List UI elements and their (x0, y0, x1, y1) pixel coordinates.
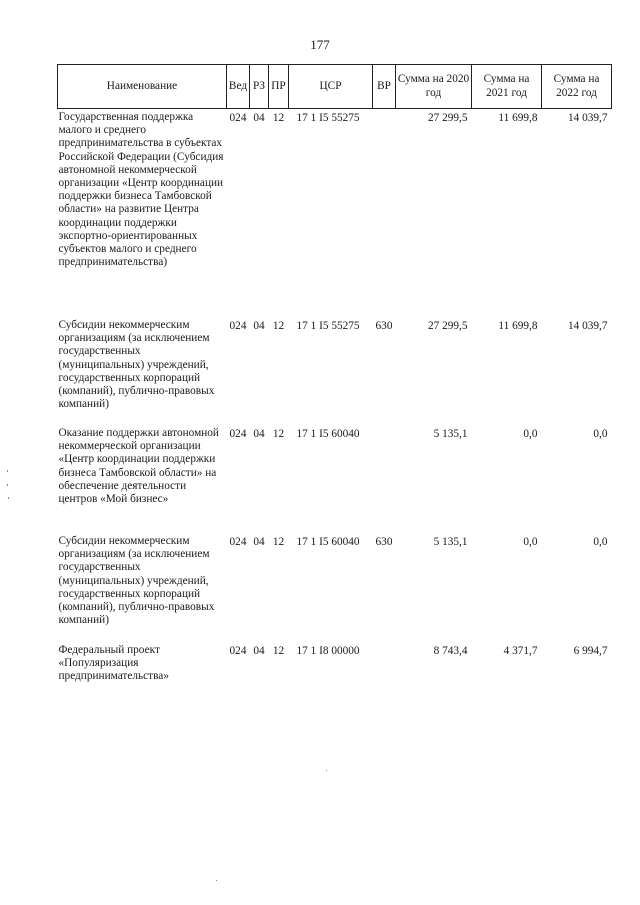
row-sum-2021: 4 371,7 (503, 645, 538, 657)
header-csr: ЦСР (289, 65, 373, 109)
row-sum-2022: 14 039,7 (567, 112, 608, 124)
row-name: Федеральный проект «Популяризация предпринимательства» (58, 644, 169, 683)
row-ved: 024 (229, 112, 247, 124)
budget-table (57, 64, 612, 705)
row-vr: 630 (375, 536, 393, 548)
page-number: 177 (310, 37, 330, 52)
table-row (58, 109, 612, 318)
row-sum-2021: 0,0 (523, 536, 538, 548)
row-ved: 024 (229, 320, 247, 332)
row-csr: 17 1 I5 60040 (296, 536, 360, 548)
row-sum-2020: 5 135,1 (433, 536, 468, 548)
scan-speck (7, 470, 8, 472)
row-name: Субсидии некоммерческим организациям (за исключением государственных (муниципальных) учреждений, государственных корпораций (компаний), публично-правовых компаний) (58, 319, 215, 411)
row-sum-2021: 0,0 (523, 428, 538, 440)
row-sum-2020: 8 743,4 (433, 645, 468, 657)
row-csr: 17 1 I5 60040 (296, 428, 360, 440)
row-rz: 04 (253, 428, 265, 440)
row-pr: 12 (272, 320, 285, 332)
row-name: Государственная поддержка малого и среднего предпринимательства в субъектах Российской Федерации (Субсидия автономной некоммерческой организации «Центр координации поддержки бизнеса Тамбовской области» на развитие Центра координации поддержки экспортно-ориентированных субъектов малого и среднего предпринимательства) (58, 111, 224, 269)
row-vr: 630 (375, 320, 393, 332)
header-ved: Вед (227, 65, 250, 109)
table-row (58, 425, 612, 533)
header-sum-2021: Сумма на 2021 год (472, 65, 542, 109)
scan-speck (8, 497, 9, 499)
table-row (58, 642, 612, 705)
row-csr: 17 1 I5 55275 (296, 320, 360, 332)
scan-speck (216, 880, 217, 881)
row-rz: 04 (253, 112, 265, 124)
row-sum-2020: 27 299,5 (427, 112, 468, 124)
header-vr: ВР (373, 65, 396, 109)
row-rz: 04 (253, 320, 265, 332)
row-rz: 04 (253, 645, 265, 657)
row-pr: 12 (272, 645, 285, 657)
header-pr: ПР (269, 65, 289, 109)
row-sum-2022: 14 039,7 (567, 320, 608, 332)
row-sum-2022: 0,0 (593, 536, 608, 548)
scan-speck (7, 484, 8, 486)
header-sum-2022: Сумма на 2022 год (542, 65, 612, 109)
scan-speck (326, 770, 327, 771)
row-pr: 12 (272, 428, 285, 440)
row-vr (373, 109, 396, 318)
row-ved: 024 (229, 536, 247, 548)
row-pr: 12 (272, 536, 285, 548)
row-sum-2022: 6 994,7 (573, 645, 608, 657)
row-ved: 024 (229, 645, 247, 657)
header-name: Наименование (58, 65, 227, 109)
row-sum-2020: 27 299,5 (427, 320, 468, 332)
header-rz: РЗ (250, 65, 269, 109)
table-row (58, 533, 612, 642)
row-pr: 12 (272, 112, 285, 124)
table-row (58, 317, 612, 425)
header-sum-2020: Сумма на 2020 год (396, 65, 472, 109)
row-sum-2021: 11 699,8 (498, 112, 538, 124)
row-name: Субсидии некоммерческим организациям (за исключением государственных (муниципальных) учреждений, государственных корпораций (компаний), публично-правовых компаний) (58, 535, 215, 627)
table-header-row (58, 65, 612, 109)
row-ved: 024 (229, 428, 247, 440)
row-sum-2022: 0,0 (593, 428, 608, 440)
row-vr (373, 642, 396, 705)
row-vr (373, 425, 396, 533)
row-csr: 17 1 I8 00000 (296, 645, 360, 657)
row-sum-2021: 11 699,8 (498, 320, 538, 332)
row-sum-2020: 5 135,1 (433, 428, 468, 440)
row-csr: 17 1 I5 55275 (296, 112, 360, 124)
row-name: Оказание поддержки автономной некоммерческой организации «Центр координации поддержки бизнеса Тамбовской области» на обеспечение деятельности центров «Мой бизнес» (58, 427, 219, 506)
row-rz: 04 (253, 536, 265, 548)
